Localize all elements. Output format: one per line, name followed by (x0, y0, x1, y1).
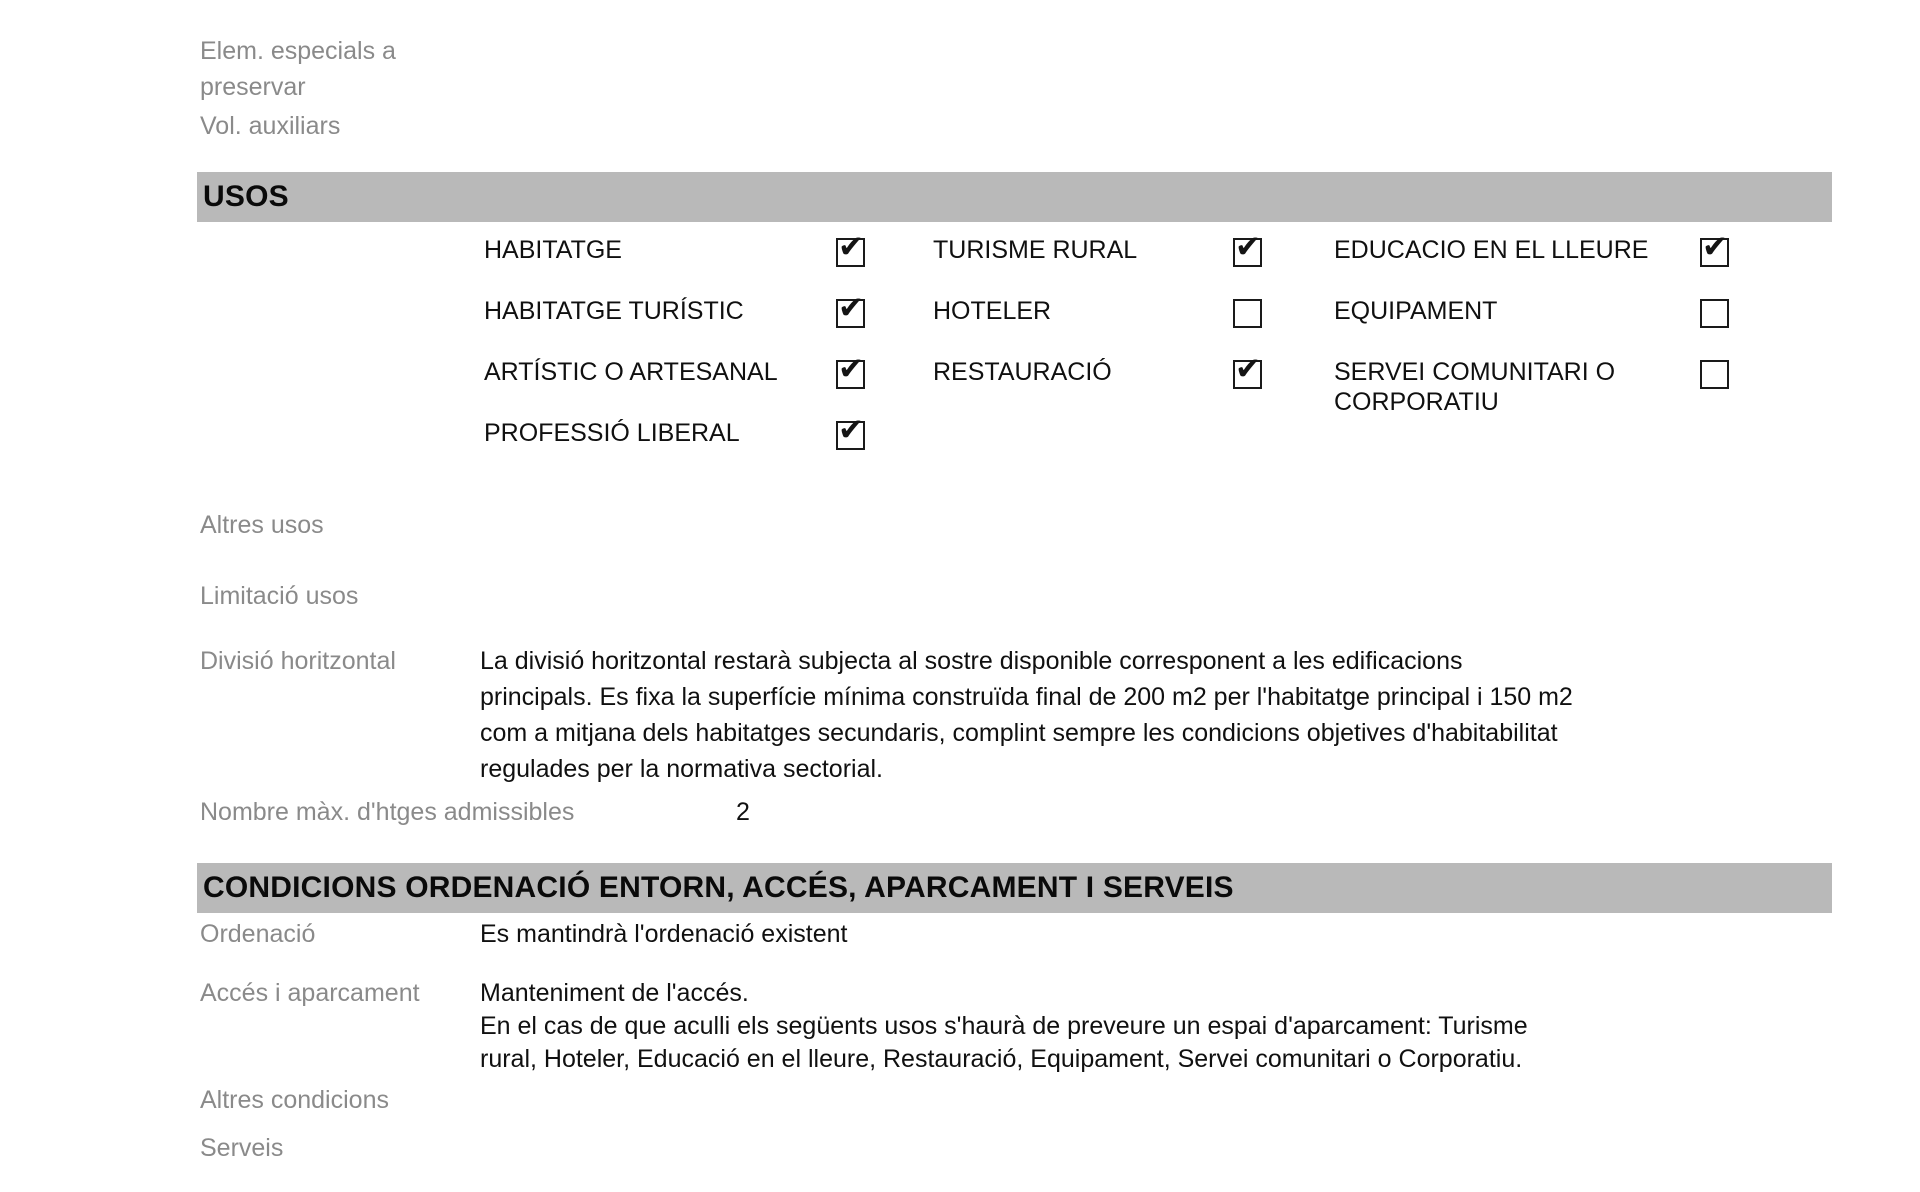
field-label-altres-usos: Altres usos (200, 511, 324, 539)
checkbox-label-servei-comunitari: SERVEI COMUNITARI O CORPORATIU (1334, 358, 1616, 416)
checkbox-cell (1700, 296, 1739, 335)
checkbox-educacio-lleure[interactable] (1700, 238, 1729, 267)
field-value-divisio-horitzontal (480, 643, 1573, 787)
usos-checkbox-grid (484, 235, 1739, 479)
field-value-ordenacio: Es mantindrà l'ordenació existent (480, 920, 848, 948)
checkbox-label-professio-liberal: PROFESSIÓ LIBERAL (484, 419, 740, 447)
paragraph-line: regulades per la normativa sectorial. (480, 755, 883, 783)
checkbox-label-educacio-lleure: EDUCACIO EN EL LLEURE (1334, 236, 1649, 264)
paragraph-line: Manteniment de l'accés. (480, 979, 749, 1007)
field-label-ordenacio: Ordenació (200, 920, 316, 948)
checkbox-hoteler[interactable] (1233, 299, 1262, 328)
field-label-vol-auxiliars: Vol. auxiliars (200, 112, 341, 140)
checkbox-cell (836, 296, 933, 335)
field-label-acces-aparcament: Accés i aparcament (200, 979, 420, 1007)
checkbox-cell (836, 235, 933, 274)
field-label-altres-condicions: Altres condicions (200, 1086, 389, 1114)
field-value-nombre-max-htges: 2 (736, 798, 750, 826)
checkbox-servei-comunitari[interactable] (1700, 360, 1729, 389)
checkbox-cell (1700, 235, 1739, 274)
field-label-divisio-horitzontal: Divisió horitzontal (200, 647, 396, 675)
checkbox-habitatge-turistic[interactable] (836, 299, 865, 328)
checkbox-label-habitatge: HABITATGE (484, 236, 622, 264)
checkbox-label-equipament: EQUIPAMENT (1334, 297, 1498, 325)
section-header-condicions: CONDICIONS ORDENACIÓ ENTORN, ACCÉS, APARCAMENT I SERVEIS (197, 863, 1832, 913)
field-label-elem-especials: Elem. especials a preservar (200, 37, 396, 101)
checkbox-equipament[interactable] (1700, 299, 1729, 328)
checkbox-cell (836, 418, 933, 457)
checkbox-restauracio[interactable] (1233, 360, 1262, 389)
field-value-acces-aparcament (480, 977, 1528, 1076)
checkbox-turisme-rural[interactable] (1233, 238, 1262, 267)
checkbox-label-turisme-rural: TURISME RURAL (933, 236, 1138, 264)
checkbox-cell (1233, 296, 1334, 335)
checkbox-label-artistic-artesanal: ARTÍSTIC O ARTESANAL (484, 358, 778, 386)
paragraph-line: principals. Es fixa la superfície mínima construïda final de 200 m2 per l'habitatge principal i 150 m2 (480, 683, 1573, 711)
checkbox-cell (1233, 357, 1334, 396)
checkbox-label-hoteler: HOTELER (933, 297, 1052, 325)
checkbox-professio-liberal[interactable] (836, 421, 865, 450)
checkbox-cell (1233, 235, 1334, 274)
checkbox-cell (836, 357, 933, 396)
checkbox-cell (1700, 357, 1739, 396)
section-header-usos: USOS (197, 172, 1832, 222)
checkbox-habitatge[interactable] (836, 238, 865, 267)
checkbox-artistic-artesanal[interactable] (836, 360, 865, 389)
paragraph-line: com a mitjana dels habitatges secundaris, complint sempre les condicions objetives d'habitabilitat (480, 719, 1558, 747)
paragraph-line: La divisió horitzontal restarà subjecta al sostre disponible corresponent a les edificacions (480, 647, 1463, 675)
checkbox-label-habitatge-turistic: HABITATGE TURÍSTIC (484, 297, 744, 325)
checkbox-label-restauracio: RESTAURACIÓ (933, 358, 1112, 386)
paragraph-line: En el cas de que aculli els següents usos s'haurà de preveure un espai d'aparcament: Turisme (480, 1012, 1528, 1040)
field-label-nombre-max-htges: Nombre màx. d'htges admissibles (200, 798, 575, 826)
field-label-serveis: Serveis (200, 1134, 284, 1162)
field-label-limitacio-usos: Limitació usos (200, 582, 359, 610)
paragraph-line: rural, Hoteler, Educació en el lleure, Restauració, Equipament, Servei comunitari o Corporatiu. (480, 1045, 1523, 1073)
